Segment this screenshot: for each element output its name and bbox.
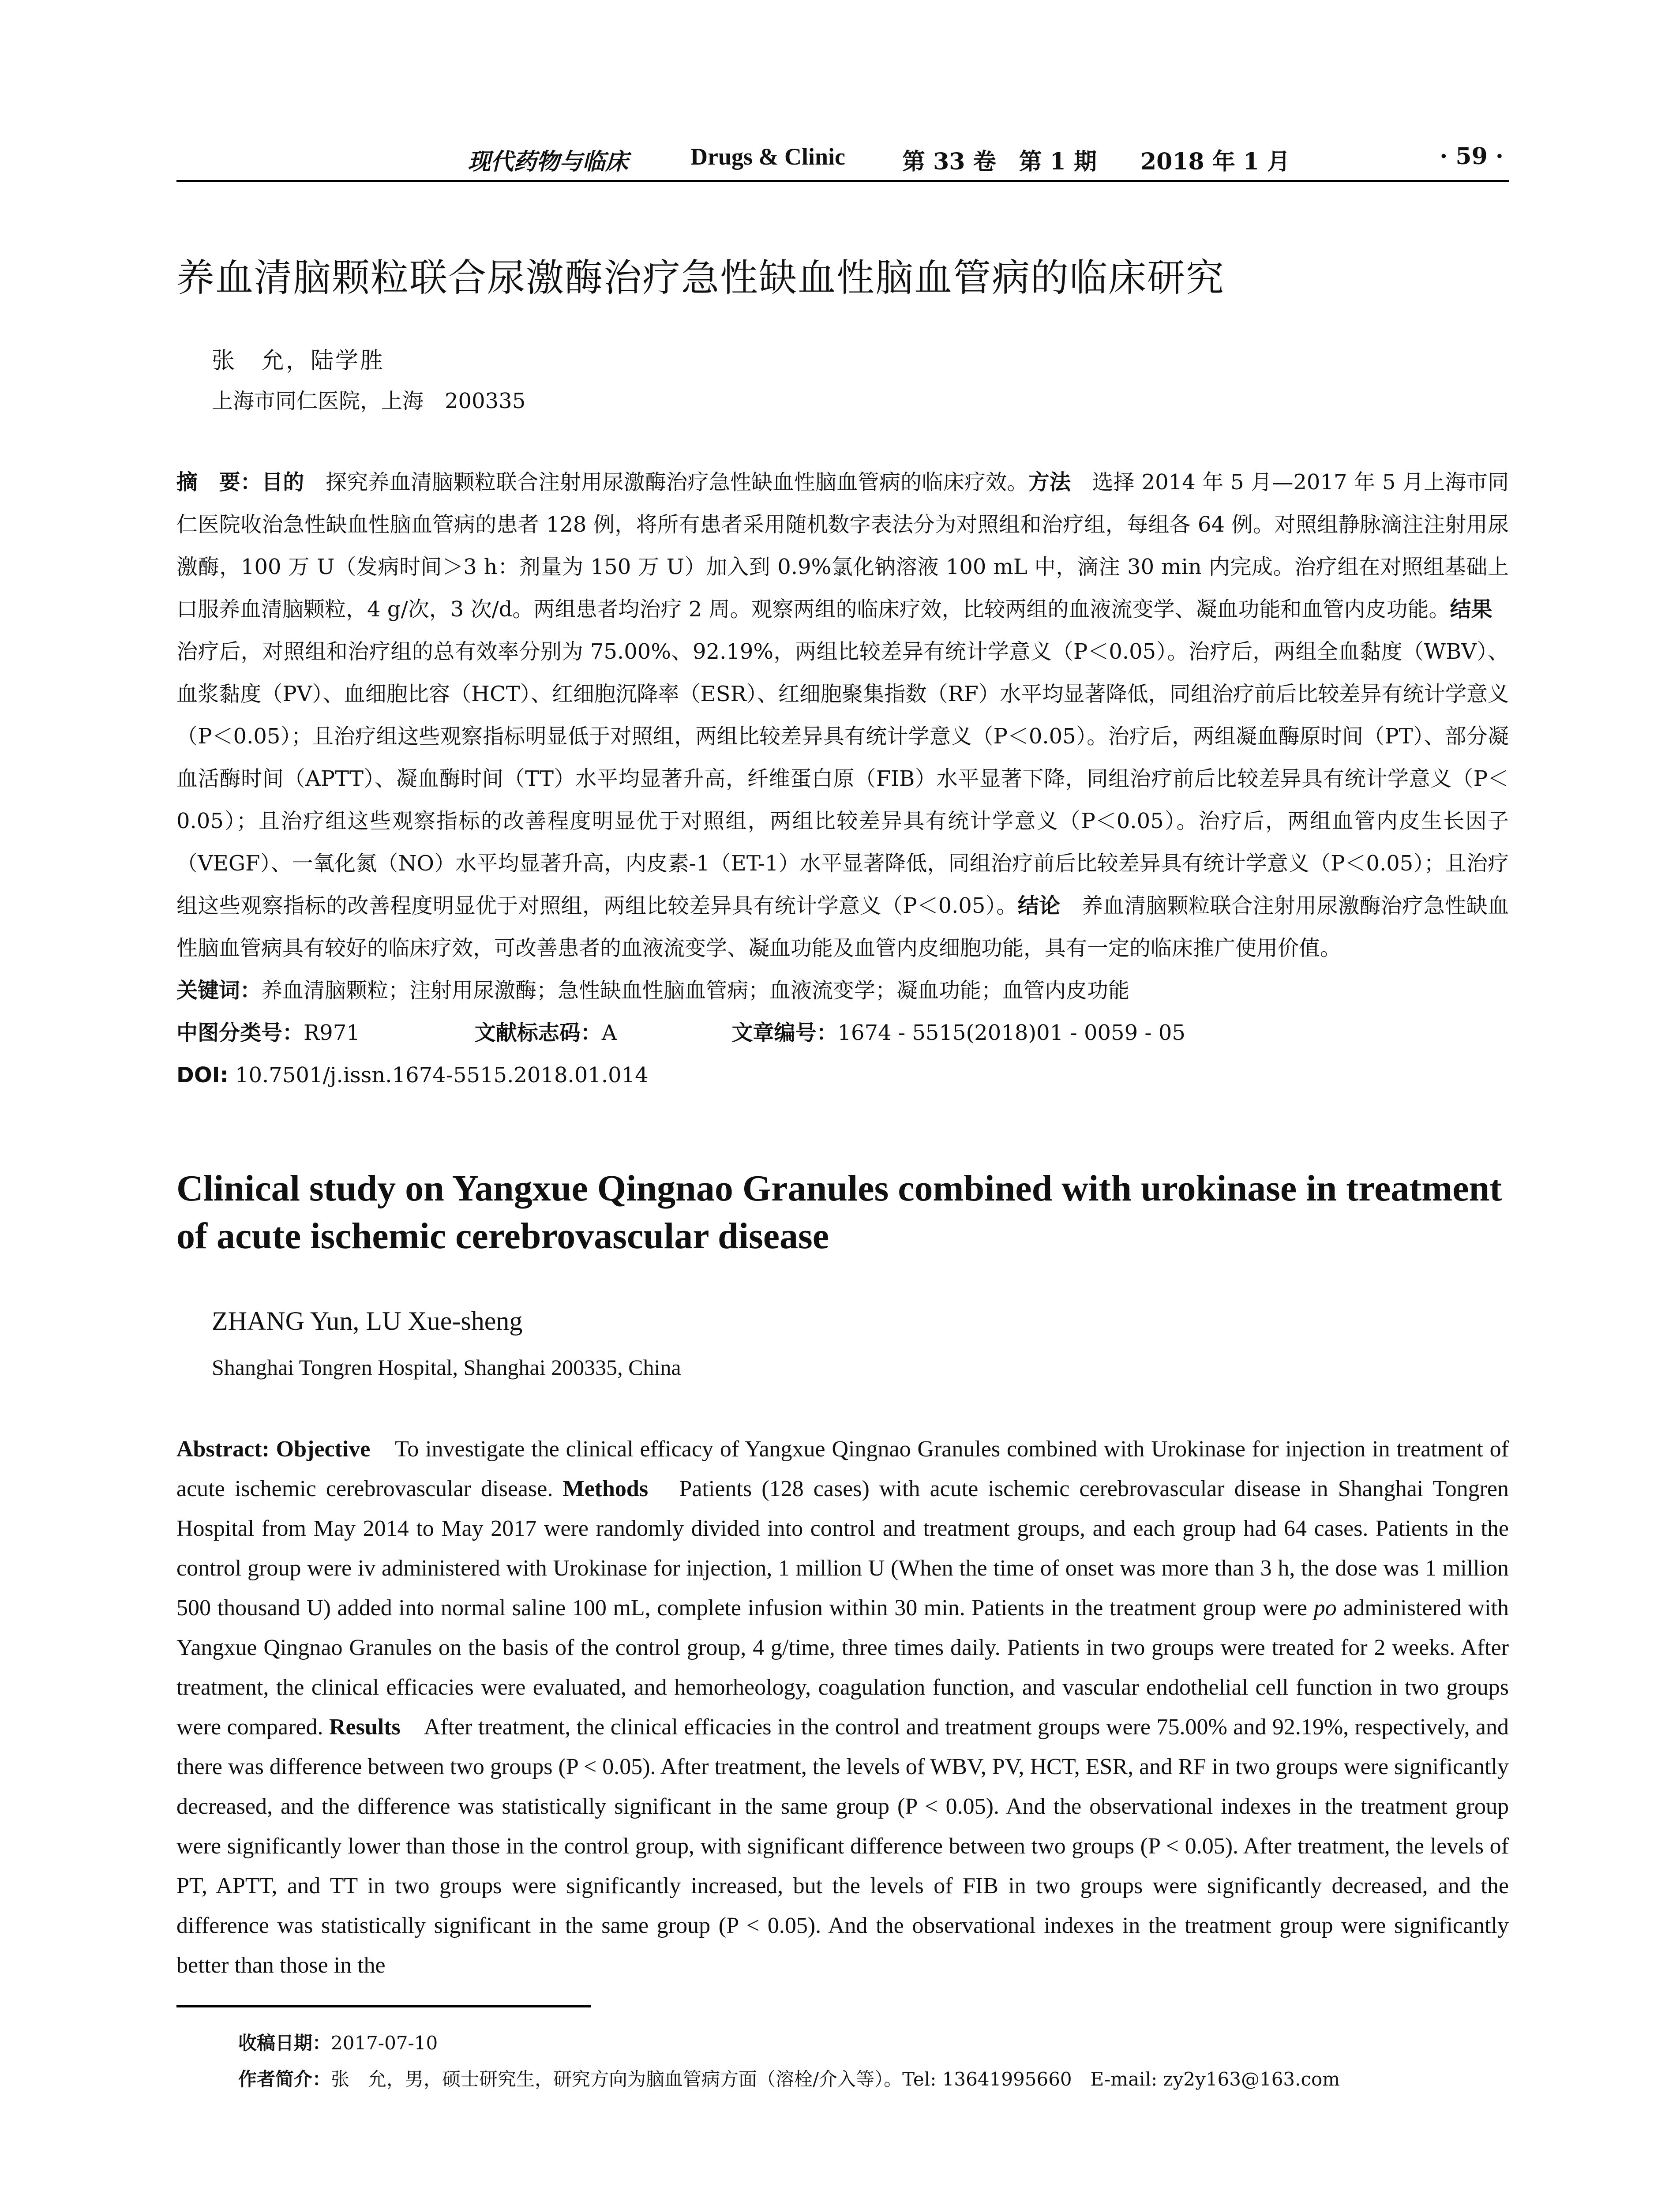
page-number: · 59 ·: [1440, 143, 1504, 170]
en-results-text: After treatment, the clinical efficacies in the control and treatment groups were 75.00% and 92.19%, respectively, and there was difference between two groups (P < 0.05). After treatment, the levels of WBV, PV, HCT, ESR, and RF in two groups were significantly decreased, and the difference was statistically significant in the same group (P < 0.05). And the observational indexes in the treatment group were significantly lower than those in the control group, with significant difference between two groups (P < 0.05). After treatment, the levels of PT, APTT, and TT in two groups were significantly increased, but the levels of FIB in two groups were significantly decreased, and the difference was statistically significant in the same group (P < 0.05). And the observational indexes in the treatment group were significantly better than those in the: [176, 1715, 1509, 1978]
results-label: 结果: [1450, 597, 1492, 622]
en-methods-label: Methods: [553, 1476, 649, 1501]
issue-date: 2018 年 1 月: [1140, 148, 1290, 175]
chinese-abstract: [176, 461, 1514, 1096]
received-date-line: [238, 2025, 1509, 2061]
chinese-authors: 张 允，陆学胜: [212, 348, 385, 374]
keywords-line: [176, 969, 1509, 1012]
keywords-label: 关键词：: [176, 978, 262, 1003]
clc-value: R971: [304, 1020, 360, 1045]
en-methods-text-2: administered with Yangxue Qingnao Granules on the basis of the control group, 4 g/time, three times daily. Patients in two groups were treated for 2 weeks. After treatment, the clinical efficacies were evaluated, and hemorheology, coagulation function, and vascular endothelial cell function in two groups were compared.: [176, 1595, 1509, 1740]
results-text: 治疗后，对照组和治疗组的总有效率分别为 75.00%、92.19%，两组比较差异有统计学意义（P＜0.05）。治疗后，两组全血黏度（WBV）、血浆黏度（PV）、血细胞比容（HCT）、红细胞沉降率（ESR）、红细胞聚集指数（RF）水平均显著降低，同组治疗前后比较差异有统计学意义（P＜0.05）；且治疗组这些观察指标明显低于对照组，两组比较差异具有统计学意义（P＜0.05）。治疗后，两组凝血酶原时间（PT）、部分凝血活酶时间（APTT）、凝血酶时间（TT）水平均显著升高，纤维蛋白原（FIB）水平显著下降，同组治疗前后比较差异具有统计学意义（P＜0.05）；且治疗组这些观察指标的改善程度明显优于对照组，两组比较差异具有统计学意义（P＜0.05）。治疗后，两组血管内皮生长因子（VEGF）、一氧化氮（NO）水平均显著升高，内皮素-1（ET-1）水平显著降低，同组治疗前后比较差异具有统计学意义（P＜0.05）；且治疗组这些观察指标的改善程度明显优于对照组，两组比较差异具有统计学意义（P＜0.05）。: [176, 597, 1514, 918]
en-objective-text: To investigate the clinical efficacy of Yangxue Qingnao Granules combined with Urokinase for injection in treatment of acute ischemic cerebrovascular disease.: [176, 1437, 1509, 1501]
clc-label: 中图分类号：: [176, 1020, 304, 1045]
volume-issue: 第 33 卷 第 1 期: [902, 148, 1097, 175]
abstract-label: 摘 要：: [176, 470, 262, 495]
doccode-value: A: [601, 1020, 617, 1045]
english-affiliation: Shanghai Tongren Hospital, Shanghai 200335, China: [212, 1355, 681, 1380]
doi-value: 10.7501/j.issn.1674-5515.2018.01.014: [228, 1063, 649, 1088]
received-label: 收稿日期：: [238, 2032, 331, 2054]
articleno-value: 1674 - 5515(2018)01 - 0059 - 05: [837, 1020, 1185, 1045]
chinese-abstract-body: [176, 461, 1514, 969]
en-abstract-label: Abstract: Objective: [176, 1437, 371, 1462]
footnote-divider: [176, 2005, 591, 2007]
methods-text: 选择 2014 年 5 月—2017 年 5 月上海市同仁医院收治急性缺血性脑血管病的患者 128 例，将所有患者采用随机数字表法分为对照组和治疗组，每组各 64 例。对照组静脉滴注注射用尿激酶，100 万 U（发病时间＞3 h：剂量为 150 万 U）加入到 0.9%氯化钠溶液 100 mL 中，滴注 30 min 内完成。治疗组在对照组基础上口服养血清脑颗粒，4 g/次，3 次/d。两组患者均治疗 2 周。观察两组的临床疗效，比较两组的血液流变学、凝血功能和血管内皮功能。: [176, 470, 1509, 622]
classification-line: [176, 1012, 1509, 1054]
running-header: [176, 140, 1509, 182]
chinese-title: 养血清脑颗粒联合尿激酶治疗急性缺血性脑血管病的临床研究: [176, 256, 1225, 300]
author-bio-label: 作者简介：: [238, 2068, 331, 2090]
methods-label: 方法: [1028, 470, 1071, 495]
objective-text: 探究养血清脑颗粒联合注射用尿激酶治疗急性缺血性脑血管病的临床疗效。: [304, 470, 1028, 495]
en-methods-po: po: [1313, 1595, 1337, 1621]
doi-label: DOI:: [176, 1063, 229, 1088]
conclusion-text: 养血清脑颗粒联合注射用尿激酶治疗急性缺血性脑血管病具有较好的临床疗效，可改善患者的血液流变学、凝血功能及血管内皮细胞功能，具有一定的临床推广使用价值。: [176, 893, 1509, 960]
journal-name-cn: 现代药物与临床: [468, 148, 629, 175]
en-methods-text-1: Patients (128 cases) with acute ischemic cerebrovascular disease in Shanghai Tongren Hospital from May 2014 to May 2017 were randomly divided into control and treatment groups, and each group had 64 cases. Patients in the control group were iv administered with Urokinase for injection, 1 million U (When the time of onset was more than 3 h, the dose was 1 million 500 thousand U) added into normal saline 100 mL, complete infusion within 30 min. Patients in the treatment group were: [176, 1476, 1509, 1621]
en-results-label: Results: [323, 1715, 401, 1740]
conclusion-label: 结论: [1017, 893, 1061, 918]
doccode-label: 文献标志码：: [474, 1020, 602, 1045]
english-abstract: [176, 1429, 1509, 1985]
english-title: Clinical study on Yangxue Qingnao Granules combined with urokinase in treatment of acute ischemic cerebrovascular disease: [176, 1168, 1502, 1257]
author-bio-value: 张 允，男，硕士研究生，研究方向为脑血管病方面（溶栓/介入等）。Tel: 13641995660 E-mail: zy2y163@163.com: [331, 2068, 1340, 2090]
keywords-text: 养血清脑颗粒；注射用尿激酶；急性缺血性脑血管病；血液流变学；凝血功能；血管内皮功能: [261, 978, 1130, 1003]
articleno-label: 文章编号：: [731, 1020, 838, 1045]
footnotes: [238, 2025, 1509, 2097]
english-authors: ZHANG Yun, LU Xue-sheng: [212, 1306, 523, 1336]
received-value: 2017-07-10: [331, 2032, 438, 2054]
objective-label: 目的: [262, 470, 304, 495]
doi-line: [176, 1054, 1509, 1096]
journal-name-en: Drugs & Clinic: [690, 143, 845, 170]
author-bio-line: [238, 2061, 1509, 2097]
chinese-affiliation: 上海市同仁医院，上海 200335: [212, 389, 526, 413]
